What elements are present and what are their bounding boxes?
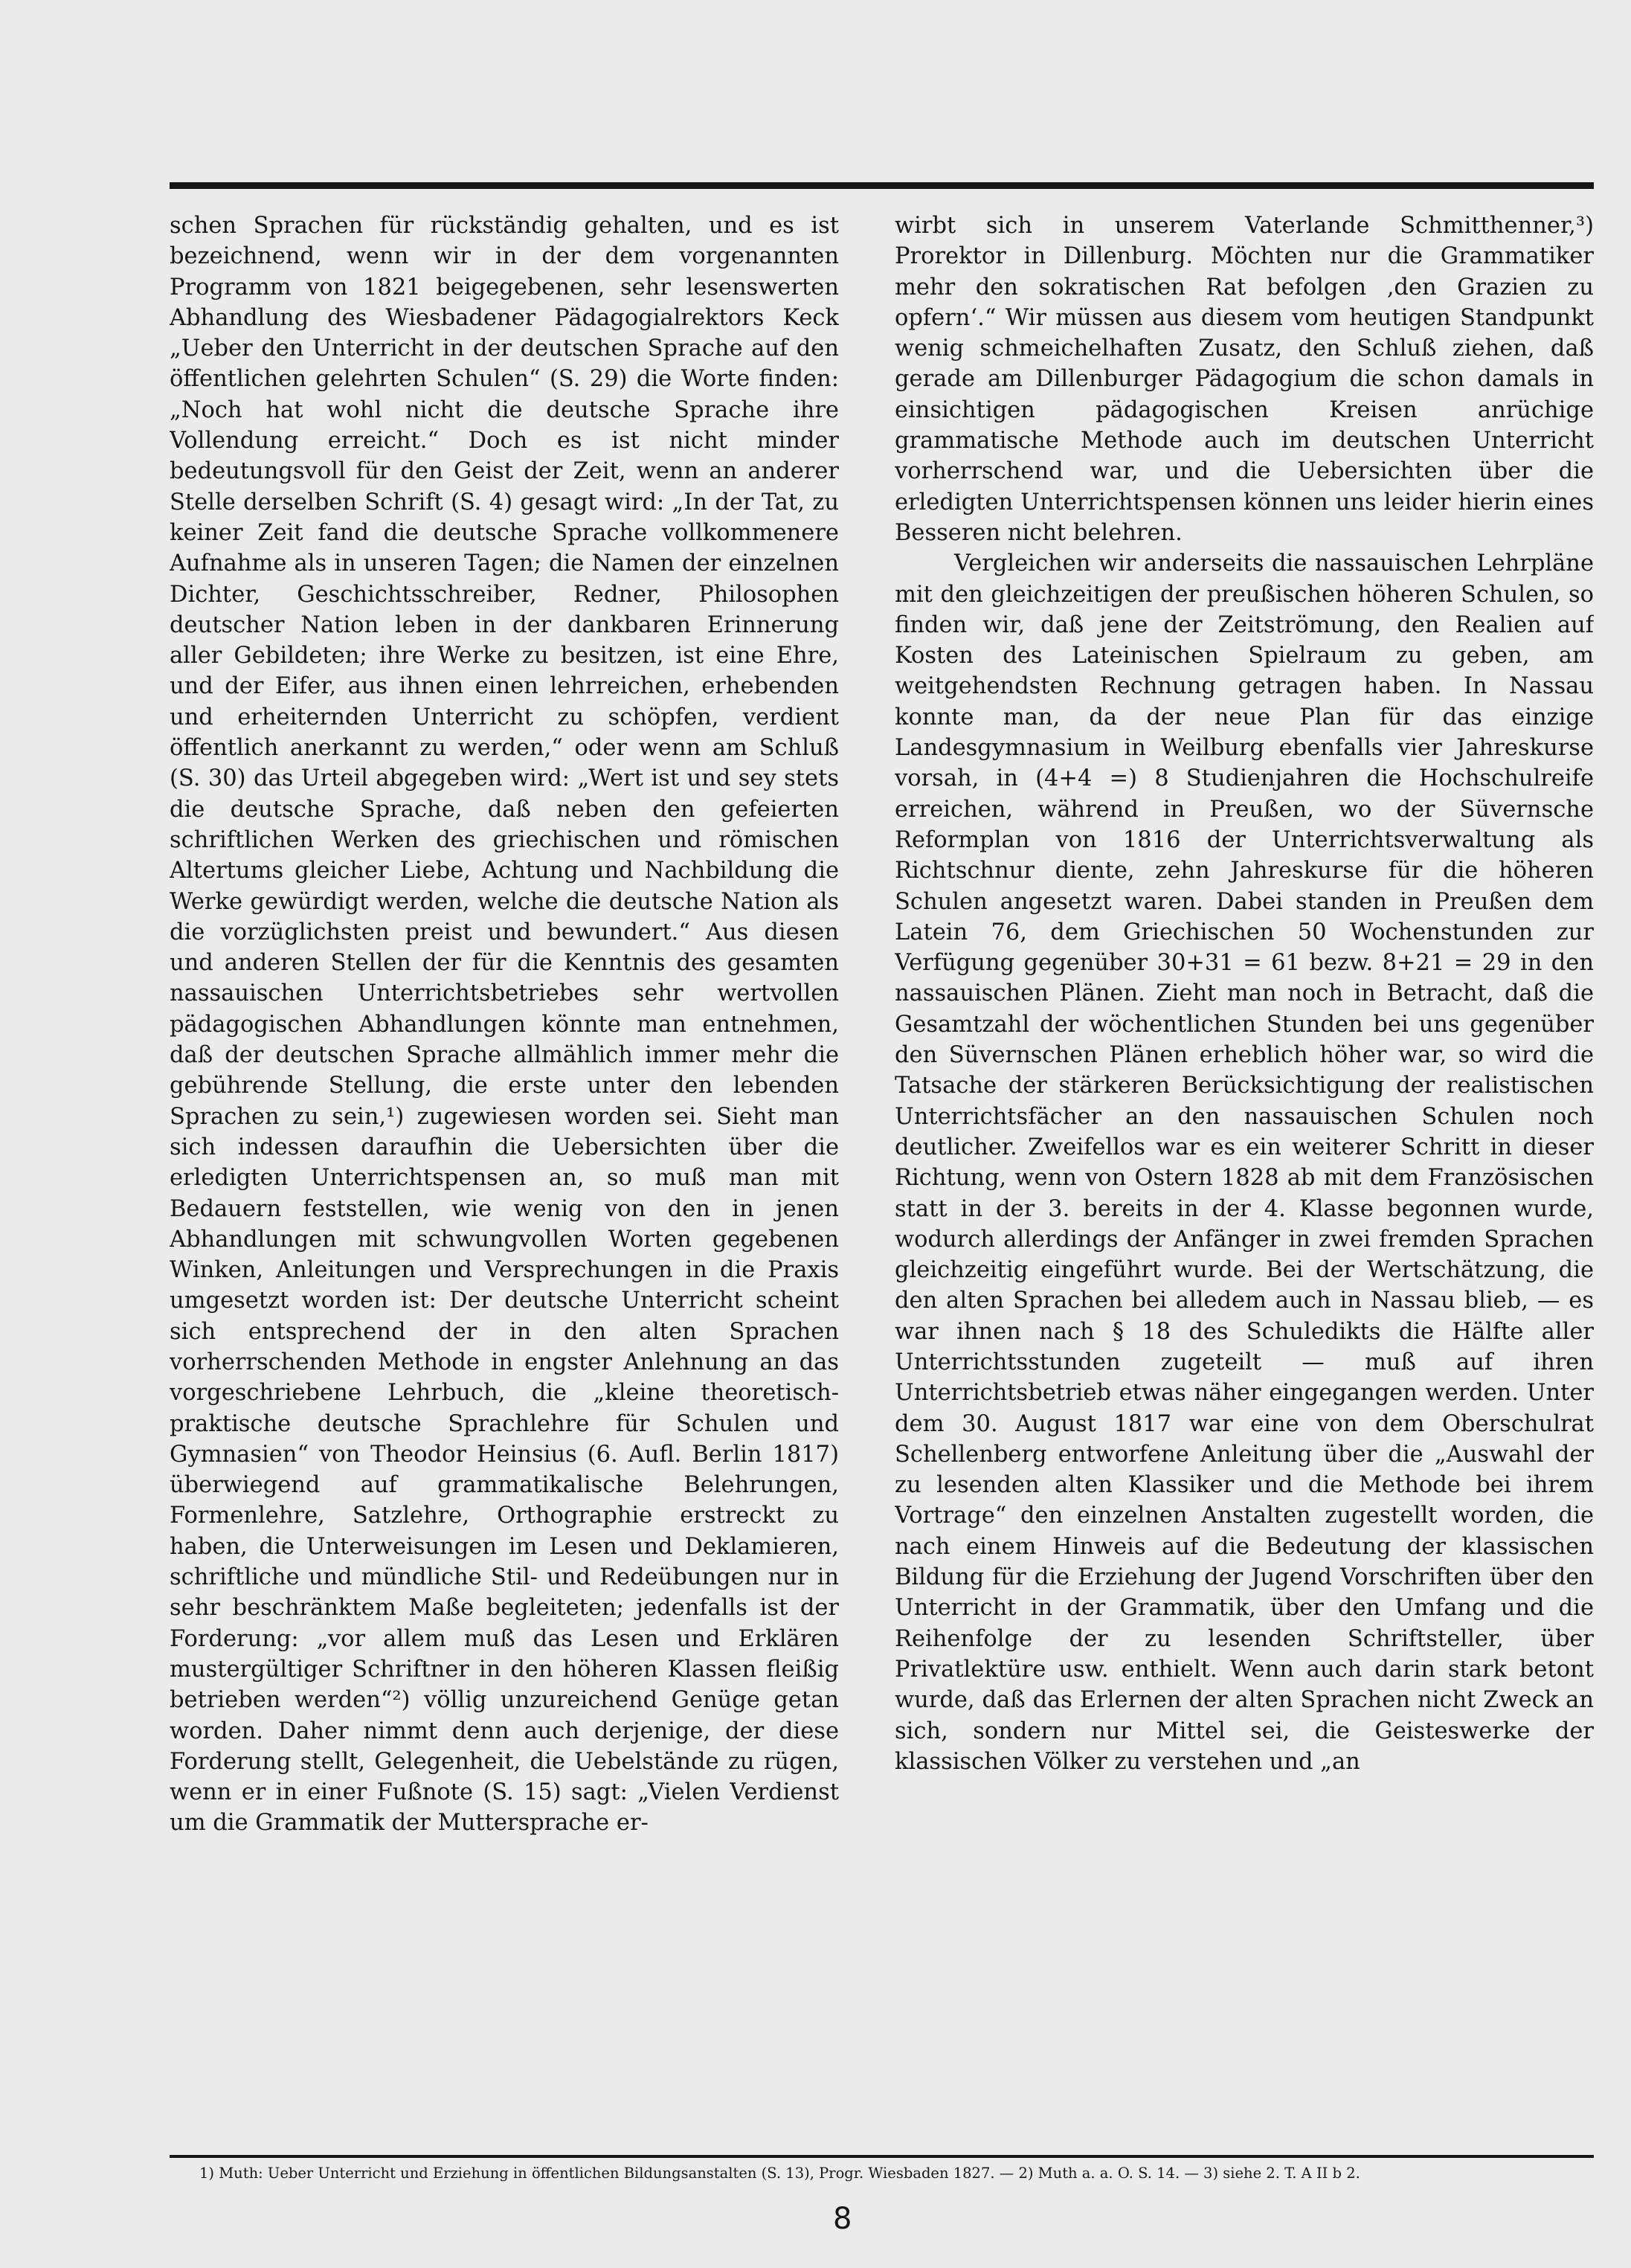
right-column bbox=[895, 211, 1594, 2148]
footnotes bbox=[170, 2163, 1594, 2183]
footnote-text: 1) Muth: Ueber Unterricht und Erziehung in öffentlichen Bildungsanstalten (S. 13), Progr. Wiesbaden 1827. — 2) Muth a. a. O. S. 14. — 3) siehe 2. T. A II b 2. bbox=[199, 2165, 1360, 2182]
right-paragraph-2: Vergleichen wir anderseits die nassauischen Lehrpläne mit den gleichzeitigen der preußischen höheren Schulen, so finden wir, daß jene der Zeitströmung, den Realien auf Kosten des Lateinischen Spielraum zu geben, am weitgehendsten Rechnung getragen haben. In Nassau konnte man, da der neue Plan für das einzige Landesgymnasium in Weilburg ebenfalls vier Jahreskurse vorsah, in (4+4 =) 8 Studienjahren die Hochschulreife erreichen, während in Preußen, wo der Süvernsche Reformplan von 1816 der Unterrichtsverwaltung als Richtschnur diente, zehn Jahreskurse für die höheren Schulen angesetzt waren. Dabei standen in Preußen dem Latein 76, dem Griechischen 50 Wochenstunden zur Verfügung gegenüber 30+31 = 61 bezw. 8+21 = 29 in den nassauischen Plänen. Zieht man noch in Betracht, daß die Gesamtzahl der wöchentlichen Stunden bei uns gegenüber den Süvernschen Plänen erheblich höher war, so wird die Tatsache der stärkeren Berücksichtigung der realistischen Unterrichtsfächer an den nassauischen Schulen noch deutlicher. Zweifellos war es ein weiterer Schritt in dieser Richtung, wenn von Ostern 1828 ab mit dem Französischen statt in der 3. bereits in der 4. Klasse begonnen wurde, wodurch allerdings der Anfänger in zwei fremden Sprachen gleichzeitig eingeführt wurde. Bei der Wertschätzung, die den alten Sprachen bei alledem auch in Nassau blieb, — es war ihnen nach § 18 des Schuledikts die Hälfte aller Unterrichtsstunden zugeteilt — muß auf ihren Unterrichtsbetrieb etwas näher eingegangen werden. Unter dem 30. August 1817 war eine von dem Oberschulrat Schellenberg entworfene Anleitung über die „Auswahl der zu lesenden alten Klassiker und die Methode bei ihrem Vortrage“ den einzelnen Anstalten zugestellt worden, die nach einem Hinweis auf die Bedeutung der klassischen Bildung für die Erziehung der Jugend Vorschriften über den Unterricht in der Grammatik, über den Umfang und die Reihenfolge der zu lesenden Schriftsteller, über Privatlektüre usw. enthielt. Wenn auch darin stark betont wurde, daß das Erlernen der alten Sprachen nicht Zweck an sich, sondern nur Mittel sei, die Geisteswerke der klassischen Völker zu verstehen und „an bbox=[895, 550, 1594, 1775]
left-column bbox=[170, 211, 839, 2148]
footnote-rule bbox=[170, 2155, 1594, 2158]
page-number: 8 bbox=[833, 2202, 852, 2236]
left-paragraph-1: schen Sprachen für rückständig gehalten, und es ist bezeichnend, wenn wir in der dem vorgenannten Programm von 1821 beigegebenen, sehr lesenswerten Abhandlung des Wiesbadener Pädagogialrektors Keck „Ueber den Unterricht in der deutschen Sprache auf den öffentlichen gelehrten Schulen“ (S. 29) die Worte finden: „Noch hat wohl nicht die deutsche Sprache ihre Vollendung erreicht.“ Doch es ist nicht minder bedeutungsvoll für den Geist der Zeit, wenn an anderer Stelle derselben Schrift (S. 4) gesagt wird: „In der Tat, zu keiner Zeit fand die deutsche Sprache vollkommenere Aufnahme als in unseren Tagen; die Namen der einzelnen Dichter, Geschichtsschreiber, Redner, Philosophen deutscher Nation leben in der dankbaren Erinnerung aller Gebildeten; ihre Werke zu besitzen, ist eine Ehre, und der Eifer, aus ihnen einen lehrreichen, erhebenden und erheiternden Unterricht zu schöpfen, verdient öffentlich anerkannt zu werden,“ oder wenn am Schluß (S. 30) das Urteil abgegeben wird: „Wert ist und sey stets die deutsche Sprache, daß neben den gefeierten schriftlichen Werken des griechischen und römischen Altertums gleicher Liebe, Achtung und Nachbildung die Werke gewürdigt werden, welche die deutsche Nation als die vorzüglichsten preist und bewundert.“ Aus diesen und anderen Stellen der für die Kenntnis des gesamten nassauischen Unterrichtsbetriebes sehr wertvollen pädagogischen Abhandlungen könnte man entnehmen, daß der deutschen Sprache allmählich immer mehr die gebührende Stellung, die erste unter den lebenden Sprachen zu sein,¹) zugewiesen worden sei. Sieht man sich indessen daraufhin die Uebersichten über die erledigten Unterrichtspensen an, so muß man mit Bedauern feststellen, wie wenig von den in jenen Abhandlungen mit schwungvollen Worten gegebenen Winken, Anleitungen und Versprechungen in die Praxis umgesetzt worden ist: Der deutsche Unterricht scheint sich entsprechend der in den alten Sprachen vorherrschenden Methode in engster Anlehnung an das vorgeschriebene Lehrbuch, die „kleine theoretisch-praktische deutsche Sprachlehre für Schulen und Gymnasien“ von Theodor Heinsius (6. Aufl. Berlin 1817) überwiegend auf grammatikalische Belehrungen, Formenlehre, Satzlehre, Orthographie erstreckt zu haben, die Unterweisungen im Lesen und Deklamieren, schriftliche und mündliche Stil- und Redeübungen nur in sehr beschränktem Maße begleiteten; jedenfalls ist der Forderung: „vor allem muß das Lesen und Erklären mustergültiger Schriftner in den höheren Klassen fleißig betrieben werden“²) völlig unzureichend Genüge getan worden. Daher nimmt denn auch derjenige, der diese Forderung stellt, Gelegenheit, die Uebelstände zu rügen, wenn er in einer Fußnote (S. 15) sagt: „Vielen Verdienst um die Grammatik der Muttersprache er- bbox=[170, 213, 839, 1837]
right-paragraph-1: wirbt sich in unserem Vaterlande Schmitthenner,³) Prorektor in Dillenburg. Möchten nur die Grammatiker mehr den sokratischen Rat befolgen ‚den Grazien zu opfern‘.“ Wir müssen aus diesem vom heutigen Standpunkt wenig schmeichelhaften Zusatz, den Schluß ziehen, daß gerade am Dillenburger Pädagogium die schon damals in einsichtigen pädagogischen Kreisen anrüchige grammatische Methode auch im deutschen Unterricht vorherrschend war, und die Uebersichten über die erledigten Unterrichtspensen können uns leider hierin eines Besseren nicht belehren. bbox=[895, 213, 1594, 546]
top-rule bbox=[170, 182, 1594, 189]
